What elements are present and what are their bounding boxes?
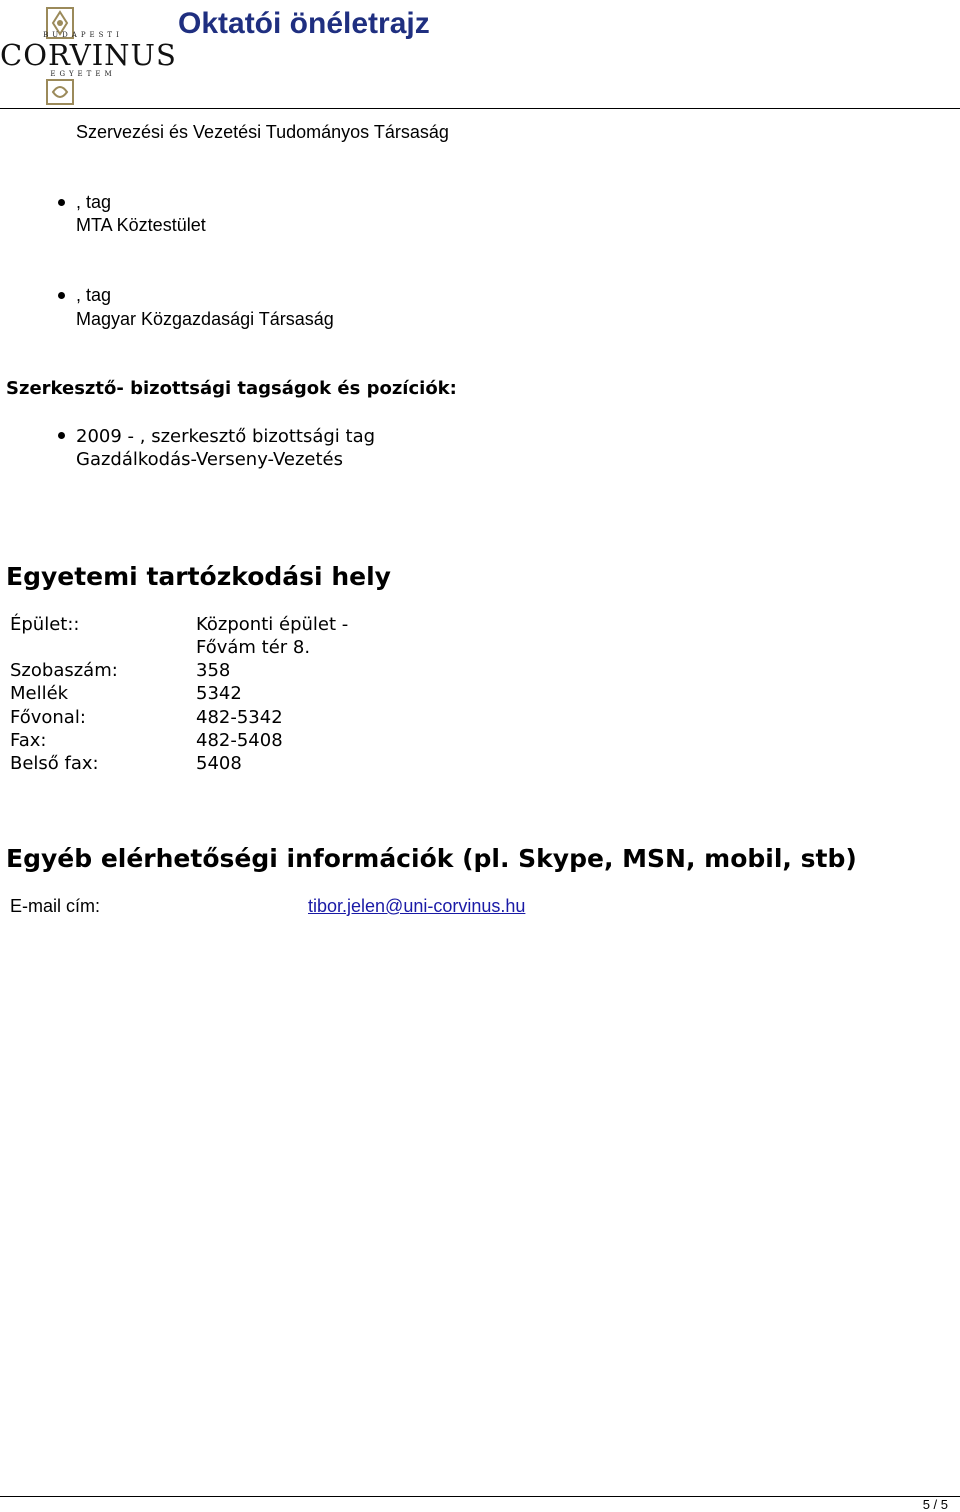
info-value: 482-5408 [196, 730, 283, 751]
editorial-heading: Szerkesztő- bizottsági tagságok és pozíciók: [6, 378, 457, 399]
email-label: E-mail cím: [10, 896, 100, 916]
logo-top-text: BUDAPESTI [43, 31, 123, 39]
footer-divider [0, 1496, 960, 1497]
info-label: Fővonal: [10, 707, 86, 728]
info-value-line2: Fővám tér 8. [196, 637, 311, 658]
membership-role: , tag [76, 285, 112, 305]
logo-main-text: CORVINUS [0, 38, 177, 72]
page-title: Oktatói önéletrajz [178, 7, 430, 40]
info-value: 482-5342 [196, 707, 283, 728]
info-value: 5408 [196, 753, 242, 774]
bullet-icon [58, 432, 65, 439]
membership-org: MTA Köztestület [76, 215, 206, 235]
editorial-role: 2009 - , szerkesztő bizottsági tag [76, 426, 376, 447]
ornament-icon [45, 78, 75, 106]
location-heading: Egyetemi tartózkodási hely [6, 562, 391, 591]
page-number: 5 / 5 [922, 1497, 948, 1512]
editorial-org: Gazdálkodás-Verseny-Vezetés [76, 449, 344, 470]
header-divider [0, 108, 960, 109]
info-label: Mellék [10, 683, 69, 704]
info-label: Épület:: [10, 614, 80, 635]
email-link[interactable]: tibor.jelen@uni-corvinus.hu [308, 896, 526, 916]
corvinus-logo [0, 4, 177, 106]
contact-heading: Egyéb elérhetőségi információk (pl. Skype, MSN, mobil, stb) [6, 844, 857, 873]
logo-bottom-text: EGYETEM [50, 70, 116, 78]
membership-org-first: Szervezési és Vezetési Tudományos Társaság [76, 122, 449, 142]
info-value: 5342 [196, 683, 242, 704]
info-label: Szobaszám: [10, 660, 118, 681]
membership-role: , tag [76, 192, 112, 212]
info-value: 358 [196, 660, 231, 681]
bullet-icon [58, 292, 65, 299]
bullet-icon [58, 199, 65, 206]
info-value: Központi épület - [196, 614, 349, 635]
membership-org: Magyar Közgazdasági Társaság [76, 309, 334, 329]
info-label: Fax: [10, 730, 47, 751]
info-label: Belső fax: [10, 753, 99, 774]
